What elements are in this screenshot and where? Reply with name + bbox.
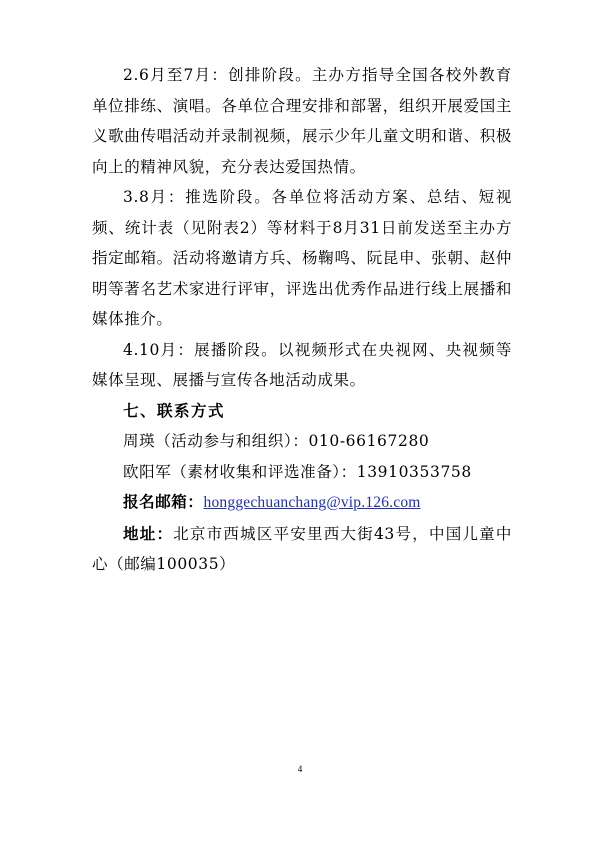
- contact-zhou-ying: 周瑛（活动参与和组织）：010-66167280: [123, 432, 430, 450]
- address-label: 地址：: [123, 524, 174, 543]
- email-line: [92, 487, 512, 519]
- email-link[interactable]: honggechuanchang@vip.126.com: [203, 494, 421, 511]
- address-text: 北京市西城区平安里西大街43号，中国儿童中心（邮编100035）: [92, 524, 512, 573]
- address-line: [92, 519, 512, 580]
- contact-ouyang-jun: 欧阳军（素材收集和评选准备）：13910353758: [123, 462, 472, 481]
- paragraph-broadcast-stage: 4.10月：展播阶段。以视频形式在央视网、央视频等媒体呈现、展播与宣传各地活动成果。: [92, 340, 512, 389]
- paragraph-selection-stage: 3.8月：推选阶段。各单位将活动方案、总结、短视频、统计表（见附表2）等材料于8月31日前发送至主办方指定邮箱。活动将邀请方兵、杨鞠鸣、阮昆申、张朝、赵仲明等著名艺术家进行评审，评选出优秀作品进行线上展播和媒体推介。: [92, 188, 512, 328]
- section-heading-contact: 七、联系方式: [123, 401, 226, 420]
- email-label: 报名邮箱：: [123, 493, 204, 511]
- page-content: [92, 60, 512, 580]
- paragraph-rehearsal-stage: 2.6月至7月：创排阶段。主办方指导全国各校外教育单位排练、演唱。各单位合理安排和部署，组织开展爱国主义歌曲传唱活动并录制视频，展示少年儿童文明和谐、积极向上的精神风貌，充分表达爱国热情。: [92, 66, 512, 176]
- page-number: 4: [297, 764, 303, 774]
